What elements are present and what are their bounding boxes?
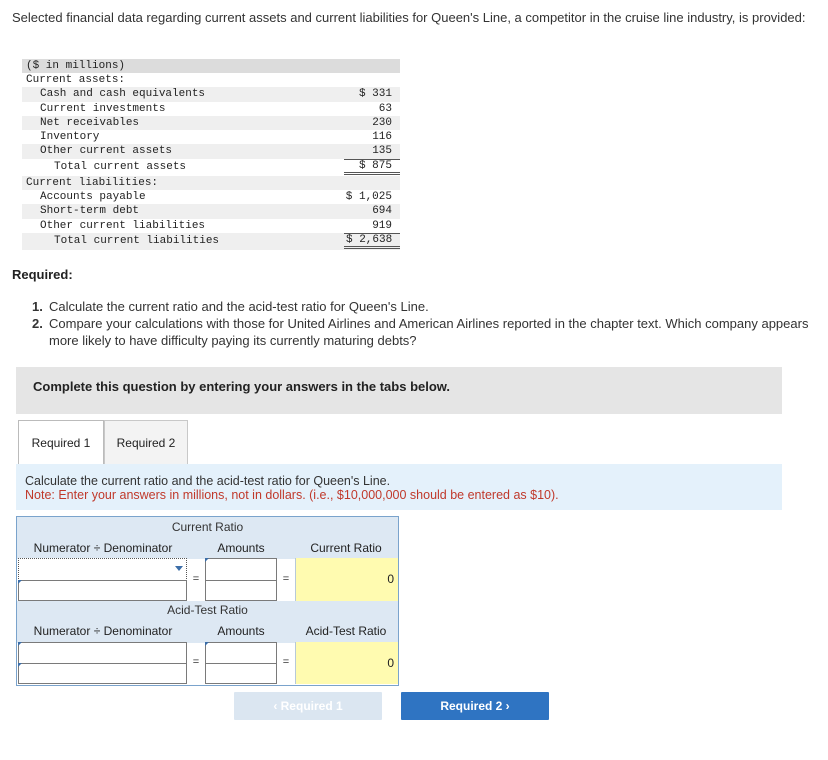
equals-sign: = — [282, 573, 290, 585]
column-header-acid-test-ratio: Acid-Test Ratio — [305, 624, 387, 638]
acid-test-numerator-amount[interactable] — [205, 642, 277, 664]
column-header-current-ratio: Current Ratio — [310, 541, 382, 555]
current-ratio-denominator-select[interactable] — [18, 580, 187, 601]
assets-heading-row — [22, 73, 400, 87]
liabilities-heading-row — [22, 176, 400, 190]
table-row — [22, 204, 400, 218]
row-label: Other current assets — [40, 145, 173, 158]
row-amount: 230 — [372, 116, 392, 129]
intro-text: Selected financial data regarding current assets and current liabilities for Queen's Line, a competitor in the cruise line industry, is provided: — [12, 10, 806, 25]
total-assets-row — [22, 159, 400, 176]
financial-data-table — [22, 59, 400, 250]
next-required-button[interactable]: Required 2 › — [401, 692, 549, 720]
column-header-amounts: Amounts — [217, 541, 265, 555]
tab-required-2[interactable]: Required 2 — [104, 420, 188, 465]
column-header-numerator-denominator: Numerator ÷ Denominator — [33, 624, 173, 638]
liabilities-heading: Current liabilities: — [26, 176, 159, 189]
total-liabilities-row — [22, 233, 400, 250]
corner-marker-icon — [18, 580, 22, 584]
row-amount: 63 — [378, 102, 392, 115]
acid-test-denominator-select[interactable] — [18, 663, 187, 684]
banner-text: Complete this question by entering your answers in the tabs below. — [33, 379, 451, 394]
total-assets-label: Total current assets — [54, 160, 187, 173]
row-amount: 694 — [372, 205, 392, 218]
table-header-row — [22, 59, 400, 73]
acid-test-title: Acid-Test Ratio — [167, 603, 248, 617]
list-item — [32, 315, 828, 349]
instructions-banner — [16, 367, 782, 414]
row-amount: $ 331 — [358, 88, 392, 101]
item-number: 2. — [32, 316, 43, 331]
row-label: Inventory — [40, 131, 100, 144]
current-ratio-title: Current Ratio — [171, 520, 244, 534]
row-label: Current investments — [40, 102, 166, 115]
required-list — [32, 298, 828, 349]
row-label: Accounts payable — [40, 191, 146, 204]
total-assets-amount: $ 875 — [344, 159, 400, 175]
current-ratio-result: 0 — [295, 558, 398, 601]
required-heading: Required: — [12, 267, 73, 282]
row-amount: 116 — [372, 131, 392, 144]
equals-sign: = — [192, 573, 200, 585]
list-item — [32, 298, 828, 315]
row-label: Other current liabilities — [40, 219, 206, 232]
row-label: Cash and cash equivalents — [40, 88, 206, 101]
table-header: ($ in millions) — [26, 60, 126, 72]
ratio-answer-grid — [16, 516, 399, 686]
instruction-text: Calculate the current ratio and the acid-test ratio for Queen's Line. — [25, 474, 391, 488]
table-row — [22, 144, 400, 158]
instruction-note: Note: Enter your answers in millions, not in dollars. (i.e., $10,000,000 should be entered as $10). — [25, 488, 559, 502]
chevron-down-icon — [175, 566, 183, 571]
table-row — [22, 190, 400, 204]
total-liabilities-amount: $ 2,638 — [344, 233, 400, 249]
tab-instructions — [16, 464, 782, 510]
row-amount: $ 1,025 — [345, 191, 392, 204]
current-ratio-numerator-select[interactable] — [18, 558, 187, 581]
item-text: Calculate the current ratio and the acid-test ratio for Queen's Line. — [49, 299, 429, 314]
equals-sign: = — [192, 656, 200, 668]
corner-marker-icon — [205, 642, 209, 646]
current-ratio-numerator-amount[interactable] — [205, 558, 277, 581]
assets-heading: Current assets: — [26, 74, 126, 86]
row-label: Short-term debt — [40, 205, 140, 218]
item-number: 1. — [32, 299, 43, 314]
corner-marker-icon — [18, 642, 22, 646]
table-row — [22, 116, 400, 130]
column-header-amounts: Amounts — [217, 624, 265, 638]
table-row — [22, 130, 400, 144]
row-label: Net receivables — [40, 116, 140, 129]
current-ratio-denominator-amount[interactable] — [205, 580, 277, 601]
total-liabilities-label: Total current liabilities — [54, 234, 220, 247]
row-amount: 919 — [372, 219, 392, 232]
item-text: Compare your calculations with those for United Airlines and American Airlines reported in the chapter text. Which company appears more likely to have difficulty paying its currently maturing debts? — [49, 316, 809, 348]
tab-required-1[interactable]: Required 1 — [18, 420, 104, 465]
row-amount: 135 — [372, 145, 392, 158]
acid-test-result: 0 — [295, 642, 398, 684]
previous-required-button[interactable]: ‹ Required 1 — [234, 692, 382, 720]
acid-test-numerator-select[interactable] — [18, 642, 187, 664]
equals-sign: = — [282, 656, 290, 668]
corner-marker-icon — [18, 663, 22, 667]
acid-test-denominator-amount[interactable] — [205, 663, 277, 684]
table-row — [22, 219, 400, 233]
table-row — [22, 102, 400, 116]
corner-marker-icon — [205, 558, 209, 562]
column-header-numerator-denominator: Numerator ÷ Denominator — [33, 541, 173, 555]
table-row — [22, 87, 400, 101]
